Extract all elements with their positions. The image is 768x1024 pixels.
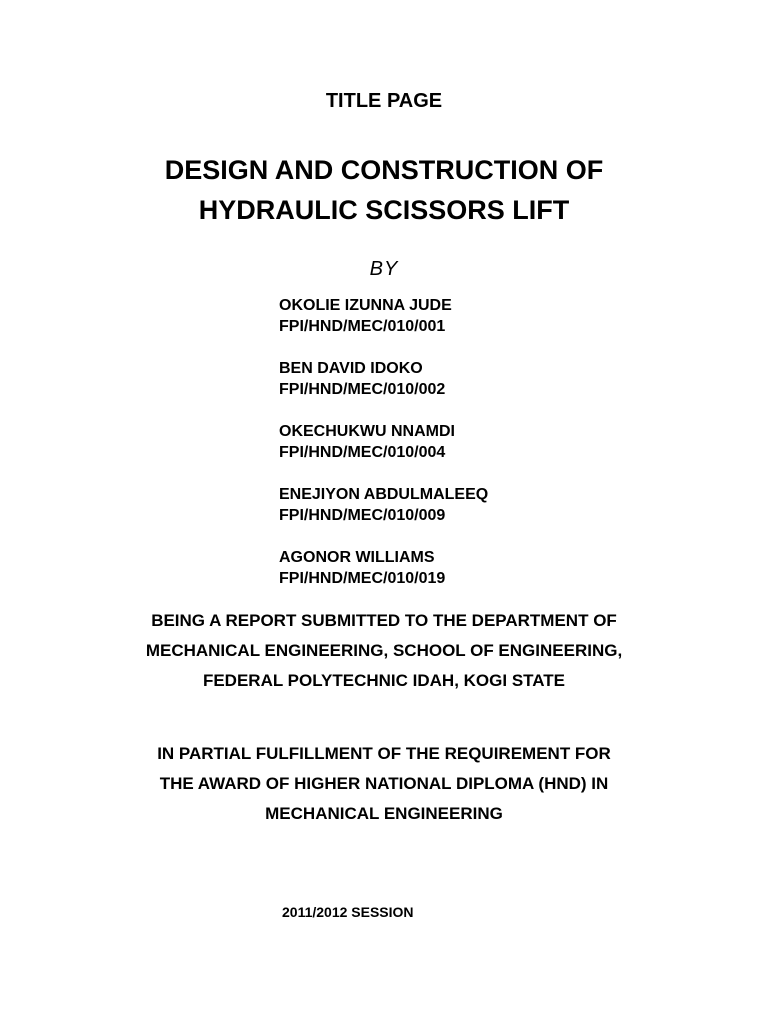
author-entry [279, 295, 488, 337]
author-name: OKOLIE IZUNNA JUDE [279, 297, 452, 314]
fulfillment-line: IN PARTIAL FULFILLMENT OF THE REQUIREMENT FOR [157, 744, 611, 763]
author-entry [279, 484, 488, 526]
fulfillment-line: THE AWARD OF HIGHER NATIONAL DIPLOMA (HND) IN [159, 774, 609, 793]
author-name: AGONOR WILLIAMS [279, 549, 435, 566]
fulfillment-statement [0, 739, 768, 829]
submission-line: BEING A REPORT SUBMITTED TO THE DEPARTMENT OF [151, 611, 617, 630]
report-title-line: HYDRAULIC SCISSORS LIFT [198, 195, 570, 225]
submission-line: FEDERAL POLYTECHNIC IDAH, KOGI STATE [202, 671, 566, 690]
report-title [0, 150, 768, 230]
author-entry [279, 358, 488, 400]
submission-line: MECHANICAL ENGINEERING, SCHOOL OF ENGINEERING, [145, 641, 623, 660]
author-entry [279, 421, 488, 463]
author-name: BEN DAVID IDOKO [279, 360, 423, 377]
author-entry [279, 547, 488, 589]
author-reg-number: FPI/HND/MEC/010/009 [279, 507, 446, 524]
author-name: ENEJIYON ABDULMALEEQ [279, 486, 489, 503]
author-list [279, 295, 488, 610]
fulfillment-line: MECHANICAL ENGINEERING [265, 804, 503, 823]
author-reg-number: FPI/HND/MEC/010/019 [279, 570, 446, 587]
submission-statement [0, 606, 768, 696]
session-label: 2011/2012 SESSION [282, 904, 414, 920]
by-label: BY [369, 258, 399, 280]
page-label: TITLE PAGE [325, 90, 443, 112]
report-title-line: DESIGN AND CONSTRUCTION OF [164, 155, 604, 185]
author-reg-number: FPI/HND/MEC/010/004 [279, 444, 446, 461]
author-reg-number: FPI/HND/MEC/010/002 [279, 381, 446, 398]
author-reg-number: FPI/HND/MEC/010/001 [279, 318, 446, 335]
author-name: OKECHUKWU NNAMDI [279, 423, 455, 440]
